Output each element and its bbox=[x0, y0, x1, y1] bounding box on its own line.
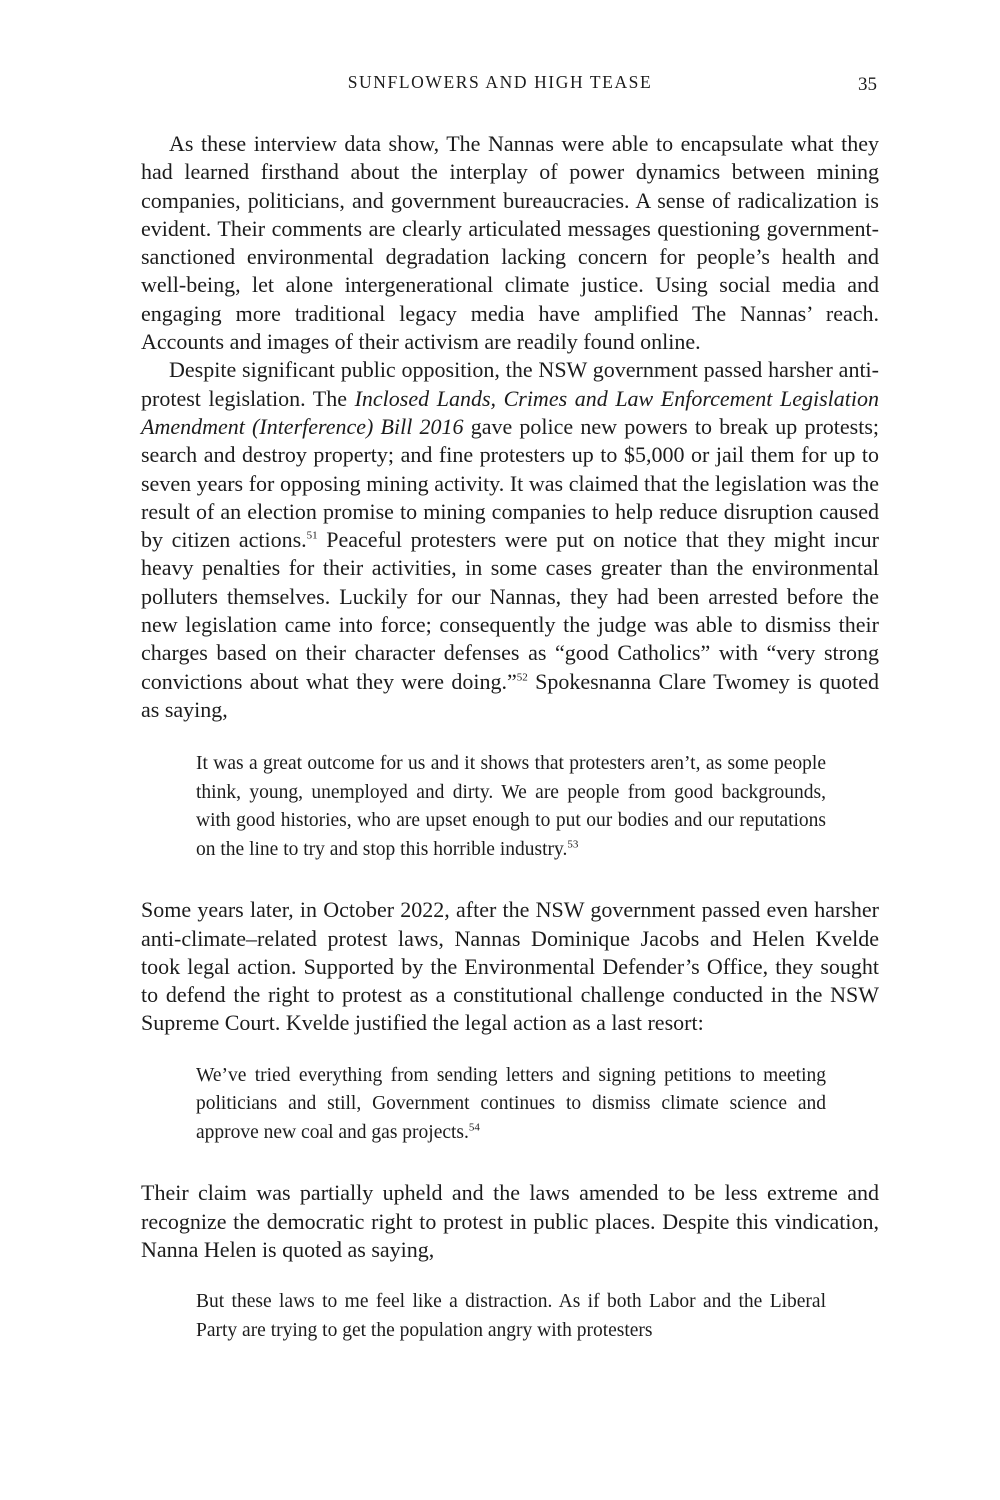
paragraph-2-part-b: gave police new powers to break up protests; search and destroy property; and fine protesters up to $5,000 or jail them for up to seven years for opposing mining activity. It was claimed that the legislation was the result of an election promise to mining companies to help reduce disruption caused by citizen actions. bbox=[141, 413, 880, 553]
paragraph-3: Some years later, in October 2022, after the NSW government passed even harsher anti-climate–related protest laws, Nannas Dominique Jacobs and Helen Kvelde took legal action. Supported by the Environmental Defender’s Office, they sought to defend the right to protest as a constitutional challenge conducted in the NSW Supreme Court. Kvelde justified the legal action as a last resort: bbox=[141, 897, 879, 1036]
block-quote-1 bbox=[196, 750, 826, 864]
footnote-ref-54[interactable]: 54 bbox=[468, 1121, 480, 1134]
footnote-ref-51[interactable]: 51 bbox=[306, 529, 318, 542]
block-quote-2 bbox=[196, 1062, 826, 1148]
footnote-ref-52[interactable]: 52 bbox=[516, 671, 528, 684]
page-number: 35 bbox=[858, 74, 877, 95]
running-head: SUNFLOWERS AND HIGH TEASE bbox=[347, 72, 653, 92]
paragraph-4: Their claim was partially upheld and the laws amended to be less extreme and recognize the democratic right to protest in public places. Despite this vindication, Nanna Helen is quoted as saying, bbox=[141, 1180, 879, 1262]
paragraph-2-part-c: Peaceful protesters were put on notice that they might incur heavy penalties for their activities, in some cases greater than the environmental polluters themselves. Luckily for our Nannas, they had been arrested before the new legislation came into force; consequently the judge was able to dismiss their charges based on their character defenses as “good Catholics” with “very strong convictions about what they were doing.” bbox=[141, 527, 880, 694]
paragraph-2 bbox=[141, 356, 879, 724]
block-quote-2-text: We’ve tried everything from sending letters and signing petitions to meeting politicians and still, Government continues to dismiss climate science and approve new coal and gas projects. bbox=[196, 1064, 826, 1143]
block-quote-3: But these laws to me feel like a distraction. As if both Labor and the Liberal Party are trying to get the population angry with protesters bbox=[196, 1291, 826, 1341]
paragraph-2-part-a: Despite significant public opposition, the NSW government passed harsher anti-protest legislation. The bbox=[141, 357, 879, 411]
paragraph-1: As these interview data show, The Nannas were able to encapsulate what they had learned firsthand about the interplay of power dynamics between mining companies, politicians, and government bureaucracies. A sense of radicalization is evident. Their comments are clearly articulated messages questioning government-sanctioned environmental degradation lacking concern for people’s health and well-being, let alone intergenerational climate justice. Using social media and engaging more traditional legacy media have amplified The Nannas’ reach. Accounts and images of their activism are readily found online. bbox=[141, 131, 879, 355]
paragraph-2-part-d: Spokesnanna Clare Twomey is quoted as saying, bbox=[141, 668, 879, 722]
body-text bbox=[141, 130, 879, 1345]
bill-title: Inclosed Lands, Crimes and Law Enforcement Legislation Amendment (Interference) Bill 2016 bbox=[141, 385, 879, 439]
footnote-ref-53[interactable]: 53 bbox=[567, 838, 579, 851]
block-quote-1-text: It was a great outcome for us and it shows that protesters aren’t, as some people think, young, unemployed and dirty. We are people from good backgrounds, with good histories, who are upset enough to put our bodies and our reputations on the line to try and stop this horrible industry. bbox=[196, 753, 826, 860]
